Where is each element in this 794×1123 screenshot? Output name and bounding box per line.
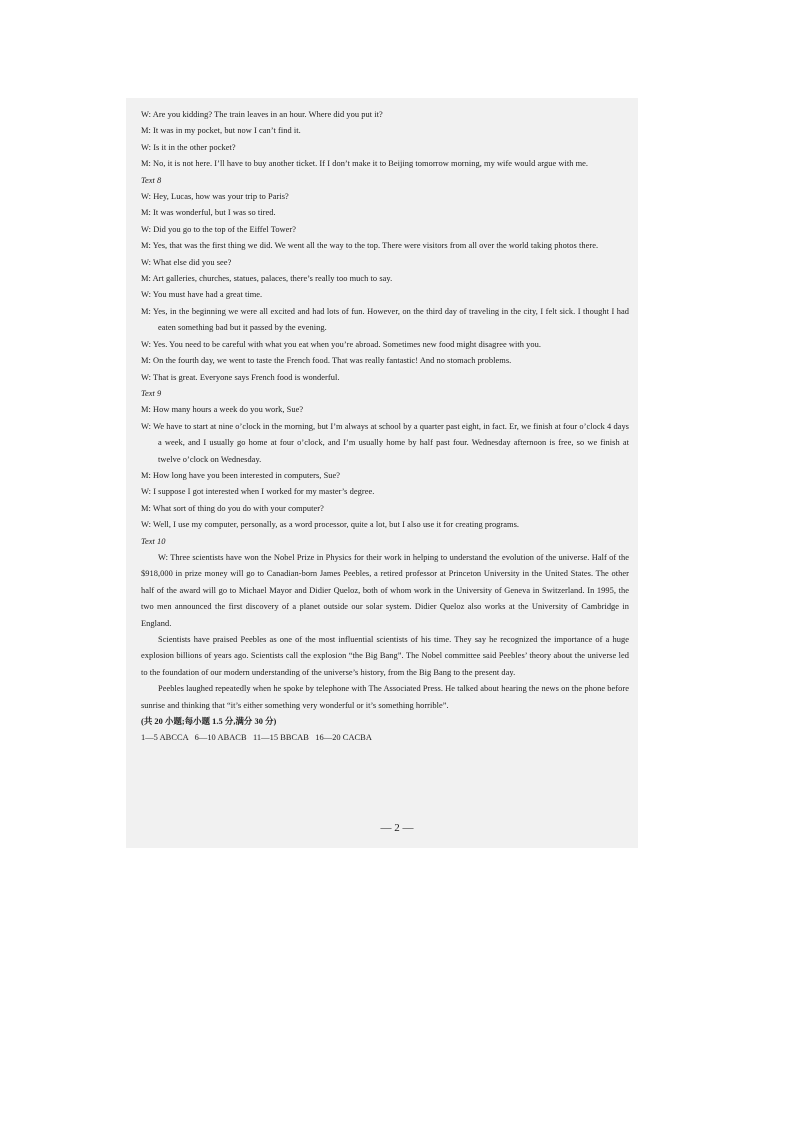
dialogue-line: M: Art galleries, churches, statues, palaces, there’s really too much to say. <box>141 274 393 284</box>
dialogue-line: M: It was in my pocket, but now I can’t find it. <box>141 126 301 136</box>
text10-paragraph-2: Scientists have praised Peebles as one of the most influential scientists of his time. They say he recognized the importance of a huge explosion billions of years ago. Scientists call the explosion “the Big Bang”. The Nobel committee said Peebles’ theory about the universe led to the foundation of our modern understanding of the universe’s history, from the Big Bang to the present day. <box>141 635 629 677</box>
dialogue-line: W: We have to start at nine o’clock in the morning, but I’m always at school by a quarter past eight, in fact. Er, we finish at four o’clock 4 days a week, and I usually go home at four o’clock, and I’m usually home by half past four. Wednesday afternoon is free, so we finish at twelve o’clock on Wednesday. <box>141 421 629 464</box>
dialogue-line: W: Hey, Lucas, how was your trip to Paris? <box>141 192 289 202</box>
dialogue-line: M: What sort of thing do you do with your computer? <box>141 503 324 513</box>
dialogue-line: W: You must have had a great time. <box>141 290 263 300</box>
section-title-text9: Text 9 <box>141 388 162 398</box>
scoring-note: (共 20 小题;每小题 1.5 分,满分 30 分) <box>141 717 277 727</box>
dialogue-line: W: Is it in the other pocket? <box>141 142 236 152</box>
dialogue-line: W: That is great. Everyone says French food is wonderful. <box>141 372 340 382</box>
dialogue-a <box>141 107 629 173</box>
answer-key: 1—5 ABCCA 6—10 ABACB 11—15 BBCAB 16—20 CACBA <box>141 733 372 743</box>
dialogue-line: M: It was wonderful, but I was so tired. <box>141 208 276 218</box>
dialogue-line: W: Are you kidding? The train leaves in an hour. Where did you put it? <box>141 110 383 119</box>
document-body <box>141 107 629 747</box>
text9-dialogue <box>141 402 629 533</box>
text8-dialogue <box>141 189 629 386</box>
dialogue-line: M: How long have you been interested in computers, Sue? <box>141 470 341 480</box>
dialogue-line: M: On the fourth day, we went to taste the French food. That was really fantastic! And no stomach problems. <box>141 356 512 366</box>
dialogue-line: W: Well, I use my computer, personally, as a word processor, quite a lot, but I also use it for creating programs. <box>141 520 520 530</box>
dialogue-line: M: No, it is not here. I’ll have to buy another ticket. If I don’t make it to Beijing tomorrow morning, my wife would argue with me. <box>141 159 589 169</box>
section-title-text8: Text 8 <box>141 175 162 185</box>
section-title-text10: Text 10 <box>141 536 166 546</box>
dialogue-line: W: I suppose I got interested when I worked for my master’s degree. <box>141 487 375 497</box>
dialogue-line: W: Did you go to the top of the Eiffel Tower? <box>141 224 297 234</box>
page-number: — 2 — <box>380 822 414 834</box>
dialogue-line: M: How many hours a week do you work, Sue? <box>141 405 304 415</box>
dialogue-line: W: What else did you see? <box>141 257 232 267</box>
dialogue-line: M: Yes, that was the first thing we did. We went all the way to the top. There were visitors from all over the world taking photos there. <box>141 241 599 251</box>
text10-paragraph-3: Peebles laughed repeatedly when he spoke by telephone with The Associated Press. He talked about hearing the news on the phone before sunrise and thinking that “it’s either something very wonderful or it’s something horrible”. <box>141 684 629 710</box>
dialogue-line: M: Yes, in the beginning we were all excited and had lots of fun. However, on the third day of traveling in the city, I felt sick. I thought I had eaten something bad but it passed by the evening. <box>141 306 629 333</box>
dialogue-line: W: Yes. You need to be careful with what you eat when you’re abroad. Sometimes new food might disagree with you. <box>141 339 542 349</box>
text10-paragraph-1: W: Three scientists have won the Nobel Prize in Physics for their work in helping to understand the evolution of the universe. Half of the $918,000 in prize money will go to Canadian-born James Peebles, a retired professor at Princeton University in the United States. The other half of the award will go to Michael Mayor and Didier Queloz, both of whom work in the University of Geneva in Switzerland. In 1995, the two men announced the first discovery of a planet outside our solar system. Didier Queloz also works at the University of Cambridge in England. <box>141 552 629 628</box>
